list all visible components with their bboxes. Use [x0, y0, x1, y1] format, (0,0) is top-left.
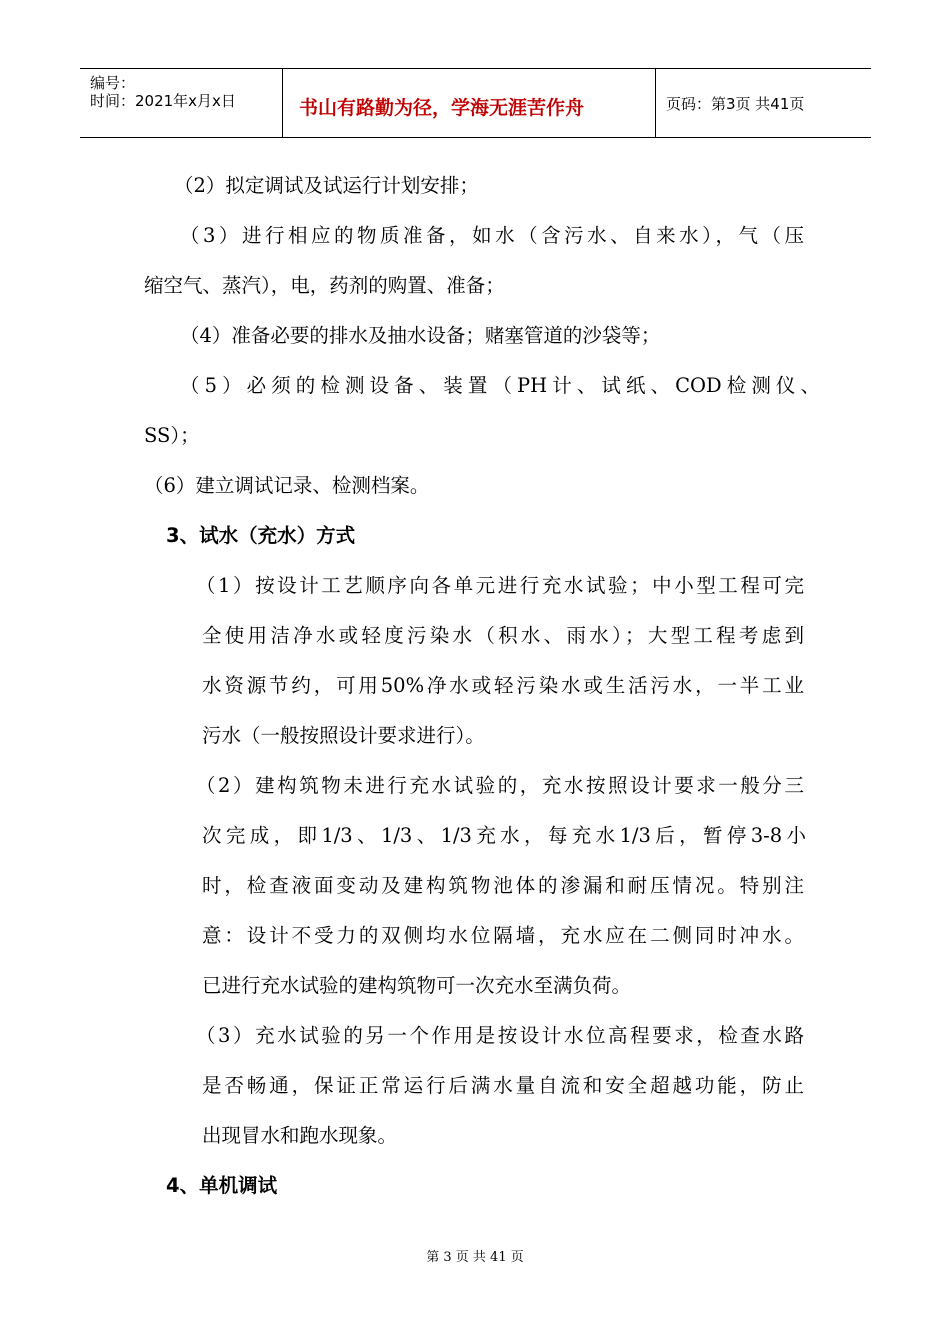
section-3-item-1-line1: （1）按设计工艺顺序向各单元进行充水试验；中小型工程可完	[196, 574, 804, 597]
paragraph-item-4: （4）准备必要的排水及抽水设备；赌塞管道的沙袋等；	[180, 324, 661, 347]
paragraph-item-5-line2: SS）；	[144, 424, 200, 447]
section-3-item-1-line3: 水资源节约，可用50%净水或轻污染水或生活污水，一半工业	[202, 674, 804, 697]
header-motto-cell	[283, 69, 656, 137]
section-3-item-3-line3: 出现冒水和跑水现象。	[202, 1124, 398, 1147]
paragraph-item-6: （6）建立调试记录、检测档案。	[144, 474, 430, 497]
paragraph-item-3-line1: （3）进行相应的物质准备，如水（含污水、自来水），气（压	[180, 224, 804, 247]
section-3-item-1-line4: 污水（一般按照设计要求进行）。	[202, 724, 485, 747]
header-info-cell	[80, 69, 283, 137]
section-3-item-2-line2: 次完成，即1/3、1/3、1/3充水，每充水1/3后，暂停3-8小	[202, 824, 806, 847]
document-number-label: 编号：	[90, 74, 136, 92]
section-3-item-3-line2: 是否畅通，保证正常运行后满水量自流和安全超越功能，防止	[202, 1074, 804, 1097]
paragraph-item-5-line1: （5）必须的检测设备、装置（PH计、试纸、COD检测仪、	[180, 374, 820, 397]
header-table	[80, 68, 871, 138]
section-heading-4: 4、单机调试	[166, 1174, 278, 1197]
page-footer: 第 3 页 共 41 页	[426, 1250, 524, 1265]
paragraph-item-3-line2: 缩空气、蒸汽），电，药剂的购置、准备；	[144, 274, 505, 297]
section-3-item-2-line4: 意：设计不受力的双侧均水位隔墙，充水应在二侧同时冲水。	[202, 924, 804, 947]
section-3-item-2-line5: 已进行充水试验的建构筑物可一次充水至满负荷。	[202, 974, 632, 997]
header-motto: 书山有路勤为径，学海无涯苦作舟	[299, 97, 585, 119]
paragraph-item-2: （2）拟定调试及试运行计划安排；	[174, 174, 479, 197]
section-3-item-2-line1: （2）建构筑物未进行充水试验的，充水按照设计要求一般分三	[196, 774, 804, 797]
header-page-label: 页码：第3页 共41页	[666, 95, 805, 113]
section-3-item-1-line2: 全使用洁净水或轻度污染水（积水、雨水）；大型工程考虑到	[202, 624, 804, 647]
header-page-cell	[656, 69, 871, 137]
section-heading-3: 3、试水（充水）方式	[166, 524, 356, 547]
section-3-item-3-line1: （3）充水试验的另一个作用是按设计水位高程要求，检查水路	[196, 1024, 804, 1047]
document-date-label: 时间：2021年x月x日	[90, 92, 236, 110]
section-3-item-2-line3: 时，检查液面变动及建构筑物池体的渗漏和耐压情况。特别注	[202, 874, 804, 897]
